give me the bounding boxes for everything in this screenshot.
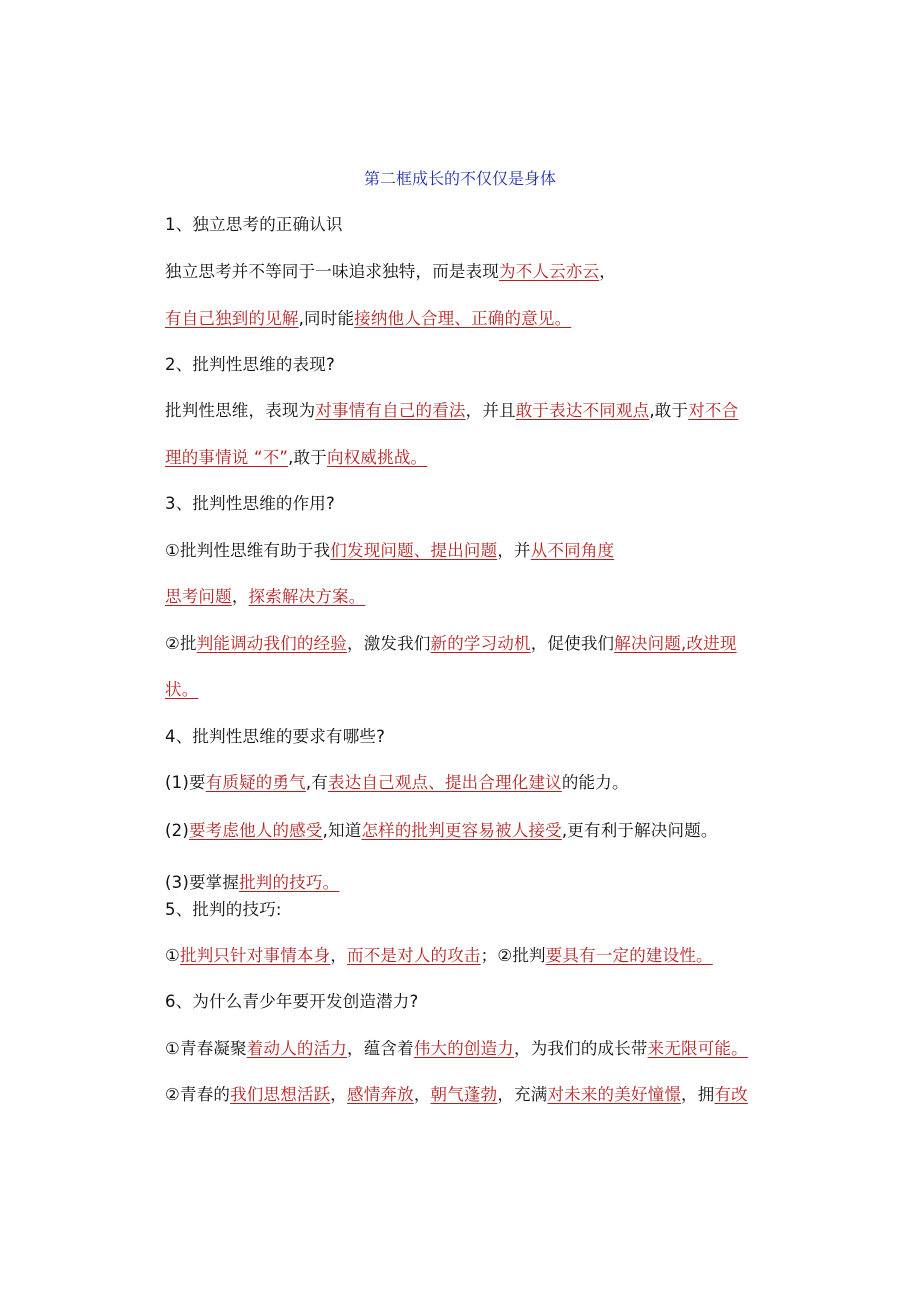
- page-title: 第二框成长的不仅仅是身体: [363, 169, 556, 188]
- answer-segment: 。: [322, 873, 340, 892]
- text-segment: ,更有利于解决问题。: [561, 821, 718, 840]
- answer-segment: 有自己独到的见解: [165, 309, 299, 328]
- answer-segment: 批判的技巧: [239, 873, 323, 892]
- section-6-heading: 6、为什么青少年要开发创造潜力?: [165, 992, 419, 1011]
- answer-segment: 要具有一定的建设性: [545, 946, 697, 965]
- answer-segment: 向权威挑战: [327, 448, 411, 467]
- text-segment: ，促使我们: [530, 634, 615, 653]
- text-segment: ，: [231, 587, 249, 606]
- answer-segment: 。: [731, 1039, 748, 1058]
- text-segment: ，拥: [681, 1085, 715, 1104]
- text-segment: ，并且: [465, 401, 516, 420]
- answer-segment: 解决问题: [614, 634, 682, 653]
- text-segment: ①青春凝聚: [165, 1039, 247, 1058]
- text-segment: ，激发我们: [347, 634, 431, 653]
- section-6-line-2: [165, 1084, 748, 1106]
- answer-segment: 为不人云亦云: [499, 262, 600, 281]
- text-segment: ，: [330, 946, 348, 965]
- text-segment: ，: [330, 1085, 347, 1104]
- text-segment: ，充满: [497, 1085, 548, 1104]
- answer-segment: 提出合理化建议: [444, 773, 562, 792]
- answer-segment: 有质疑的勇气: [205, 773, 306, 792]
- answer-segment: 要考虑他人的感受: [188, 821, 323, 840]
- answer-segment: 对事情有自己的看法: [315, 401, 466, 420]
- answer-segment: 从不同角度: [530, 541, 615, 560]
- text-segment: ，蕴含着: [347, 1039, 414, 1058]
- text-segment: ；②批判: [480, 946, 546, 965]
- section-4-heading: 4、批判性思维的要求有哪些?: [165, 727, 386, 746]
- section-1-line-2: [165, 308, 571, 330]
- text-segment: ,同时能: [298, 309, 355, 328]
- section-1-line-1: [165, 261, 616, 283]
- section-4-line-3: [165, 872, 339, 894]
- section-6-line-1: [165, 1038, 748, 1060]
- answer-segment: 探索解决方案: [248, 587, 349, 606]
- text-segment: ①: [165, 946, 180, 965]
- answer-segment: 正确的意见: [471, 309, 555, 328]
- text-segment: ，: [413, 1085, 431, 1104]
- section-1-heading: 1、独立思考的正确认识: [165, 215, 343, 234]
- answer-segment: 。: [181, 680, 199, 699]
- answer-segment: 而不是对人的攻击: [347, 946, 481, 965]
- text-segment: (1)要: [165, 773, 206, 792]
- text-segment: (3)要掌握: [165, 873, 240, 892]
- answer-segment: ,: [681, 634, 687, 653]
- text-segment: ,知道: [322, 821, 362, 840]
- answer-segment: 对不合: [688, 401, 739, 420]
- text-segment: ，为我们的成长带: [514, 1039, 648, 1058]
- answer-segment: 接纳他人合理: [354, 309, 455, 328]
- answer-segment: 。: [348, 587, 366, 606]
- text-segment: 的能力。: [561, 773, 629, 792]
- section-3-line-2: [165, 586, 365, 608]
- text-segment: ②批: [165, 634, 197, 653]
- text-segment: ,敢于: [288, 448, 328, 467]
- answer-segment: 表达自己观点: [328, 773, 429, 792]
- answer-segment: 朝气蓬勃: [430, 1085, 498, 1104]
- answer-segment: 来无限可能: [647, 1039, 732, 1058]
- answer-segment: 着动人的活力: [246, 1039, 347, 1058]
- answer-segment: 有改: [714, 1085, 748, 1104]
- section-5-line-1: [165, 945, 713, 967]
- section-2-line-2: [165, 447, 427, 469]
- answer-segment: 状: [165, 680, 182, 699]
- text-segment: 批判性思维，表现为: [165, 401, 316, 420]
- answer-segment: 怎样的批判更容易被人接受: [361, 821, 562, 840]
- section-4-line-1: [165, 772, 629, 794]
- section-3-line-1: [165, 540, 614, 562]
- text-segment: ①批判性思维有助于我: [165, 541, 331, 560]
- section-3-line-4: [165, 679, 198, 701]
- answer-segment: 们发现问题: [330, 541, 414, 560]
- answer-segment: 。: [554, 309, 572, 328]
- text-segment: ②青春的: [165, 1085, 231, 1104]
- answer-segment: 我们思想活跃: [230, 1085, 331, 1104]
- answer-segment: 伟大的创造力: [413, 1039, 515, 1058]
- answer-segment: 批判只针对事情本身: [180, 946, 331, 965]
- section-2-heading: 2、批判性思维的表现?: [165, 355, 335, 374]
- answer-segment: 对未来的美好憧憬: [547, 1085, 682, 1104]
- answer-segment: 判能调动我们的经验: [196, 634, 348, 653]
- section-2-line-1: [165, 400, 738, 422]
- text-segment: ,有: [305, 773, 329, 792]
- answer-segment: 敢于表达不同观点: [515, 401, 650, 420]
- text-segment: 独立思考并不等同于一味追求独特，而是表现: [165, 262, 499, 281]
- answer-segment: 理的事情说 “不”: [165, 448, 289, 467]
- section-3-heading: 3、批判性思维的作用?: [165, 494, 335, 513]
- answer-segment: 提出问题: [430, 541, 498, 560]
- section-5-heading: 5、批判的技巧:: [165, 900, 282, 919]
- answer-segment: 感情奔放: [347, 1085, 414, 1104]
- answer-segment: 改进现: [686, 634, 737, 653]
- section-4-line-2: [165, 820, 718, 842]
- text-segment: ,敢于: [649, 401, 689, 420]
- text-segment: ，并: [497, 541, 531, 560]
- answer-segment: 。: [410, 448, 428, 467]
- answer-segment: 。: [696, 946, 713, 965]
- answer-segment: 、: [428, 773, 445, 792]
- answer-segment: 、: [413, 541, 431, 560]
- answer-segment: 思考问题: [165, 587, 232, 606]
- text-segment: ，: [599, 262, 616, 281]
- answer-segment: 新的学习动机: [430, 634, 531, 653]
- answer-segment: 、: [454, 309, 472, 328]
- text-segment: (2): [165, 821, 189, 840]
- section-3-line-3: [165, 633, 737, 655]
